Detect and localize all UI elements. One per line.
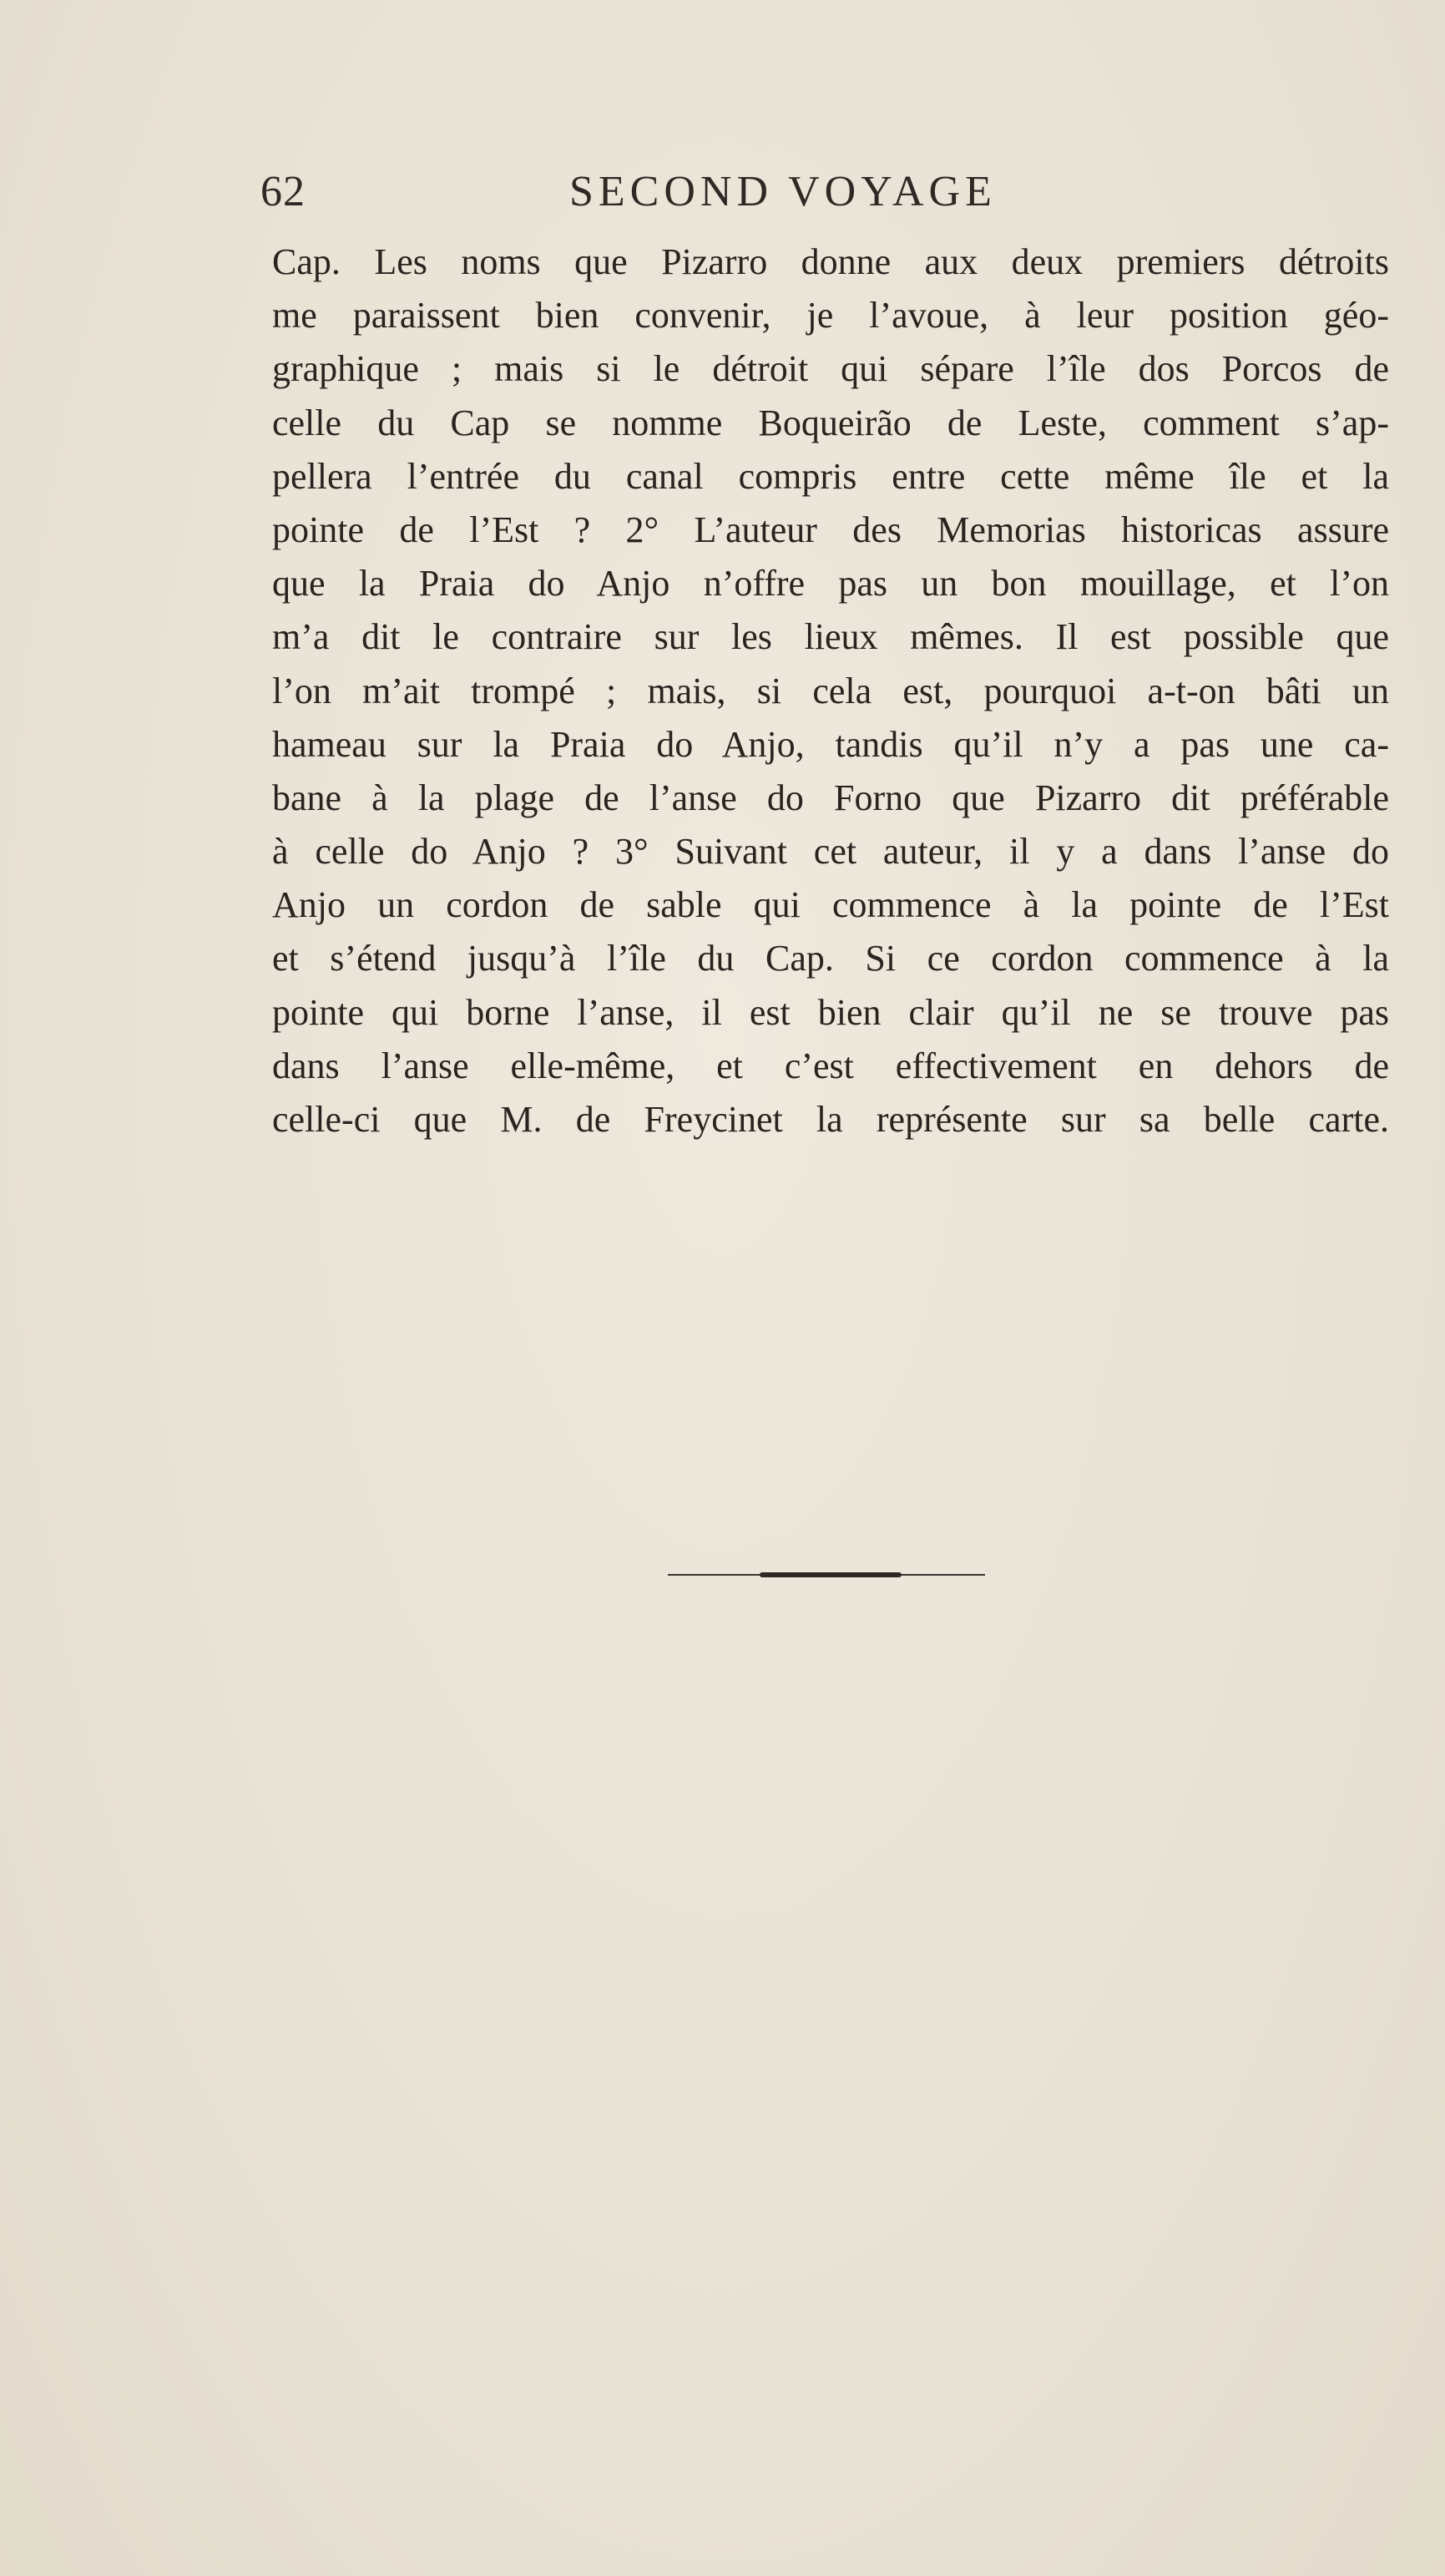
text-line: bane à la plage de l’anse do Forno que Pizarro dit préférable <box>272 777 1389 818</box>
text-line: celle-ci que M. de Freycinet la représente sur sa belle carte. <box>272 1099 1389 1140</box>
text-line: que la Praia do Anjo n’offre pas un bon mouillage, et l’on <box>272 563 1389 605</box>
text-line: pellera l’entrée du canal compris entre cette même île et la <box>272 455 1389 497</box>
page-header <box>260 167 1389 225</box>
text-line: hameau sur la Praia do Anjo, tandis qu’il n’y a pas une ca- <box>272 723 1389 765</box>
text-line: dans l’anse elle-même, et c’est effectivement en dehors de <box>272 1045 1389 1086</box>
text-line: celle du Cap se nomme Boqueirão de Leste, comment s’ap- <box>272 402 1389 443</box>
text-line: pointe de l’Est ? 2° L’auteur des Memorias historicas assure <box>272 509 1389 550</box>
text-line: l’on m’ait trompé ; mais, si cela est, pourquoi a-t-on bâti un <box>272 670 1389 711</box>
text-line: et s’étend jusqu’à l’île du Cap. Si ce cordon commence à la <box>272 938 1389 979</box>
text-line: graphique ; mais si le détroit qui sépare l’île dos Porcos de <box>272 348 1389 390</box>
page-number: 62 <box>260 168 306 215</box>
text-line: Anjo un cordon de sable qui commence à la pointe de l’Est <box>272 884 1389 926</box>
text-line: pointe qui borne l’anse, il est bien clair qu’il ne se trouve pas <box>272 991 1389 1033</box>
running-head: SECOND VOYAGE <box>569 168 997 215</box>
text-line: me paraissent bien convenir, je l’avoue, à leur position géo- <box>272 295 1389 337</box>
text-line: à celle do Anjo ? 3° Suivant cet auteur, il y a dans l’anse do <box>272 831 1389 873</box>
body-paragraph <box>272 235 1389 1146</box>
divider-thick-center <box>760 1572 902 1577</box>
section-divider <box>668 1573 985 1576</box>
text-line: Cap. Les noms que Pizarro donne aux deux premiers détroits <box>272 241 1389 282</box>
text-line: m’a dit le contraire sur les lieux mêmes. Il est possible que <box>272 616 1389 658</box>
